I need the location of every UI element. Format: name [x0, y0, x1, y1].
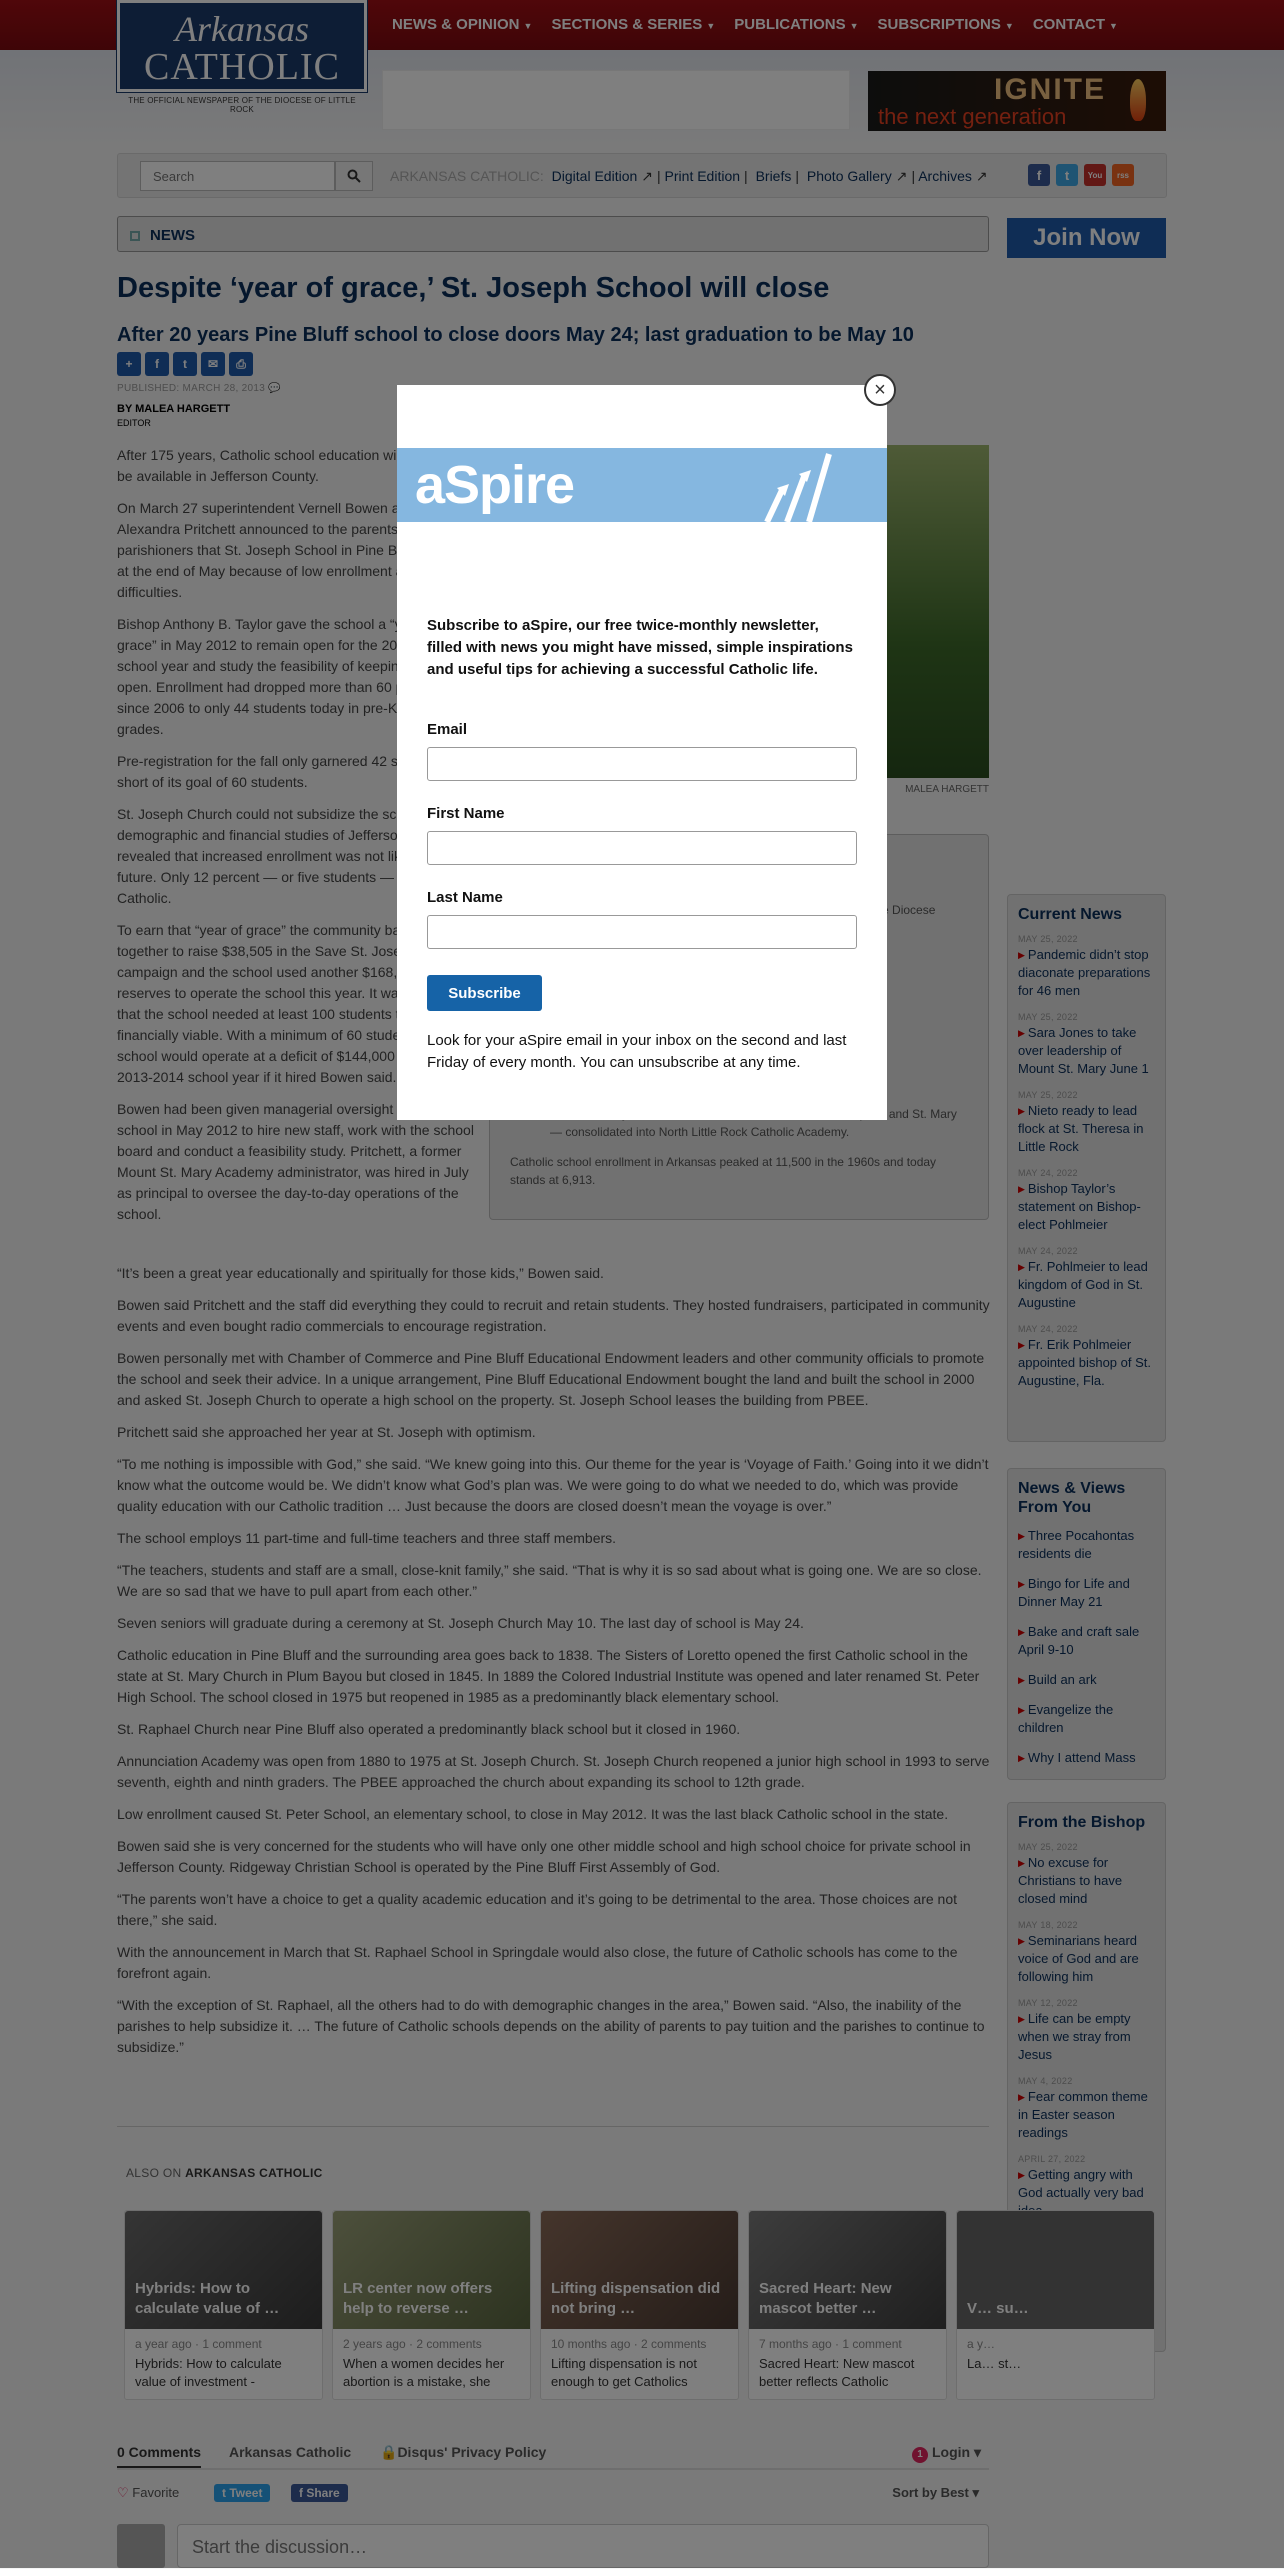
close-icon[interactable]: ×	[864, 374, 896, 406]
email-label: Email	[427, 721, 468, 738]
modal-intro: Subscribe to aSpire, our free twice-monthly newsletter, filled with news you might have missed, simple inspirations and useful tips for achieving a successful Catholic life.	[427, 617, 853, 678]
email-field[interactable]	[427, 747, 857, 781]
aspire-banner	[397, 448, 887, 522]
aspire-logo: aSpire	[415, 455, 575, 515]
first-name-field[interactable]	[427, 831, 857, 865]
last-name-field[interactable]	[427, 915, 857, 949]
newsletter-modal	[397, 385, 887, 1120]
subscribe-button[interactable]: Subscribe	[427, 975, 542, 1011]
arrows-up-icon	[757, 448, 847, 522]
last-name-label: Last Name	[427, 889, 503, 906]
modal-footer-text: Look for your aSpire email in your inbox on the second and last Friday of every month. You can unsubscribe at any time.	[427, 1032, 847, 1071]
first-name-label: First Name	[427, 805, 505, 822]
